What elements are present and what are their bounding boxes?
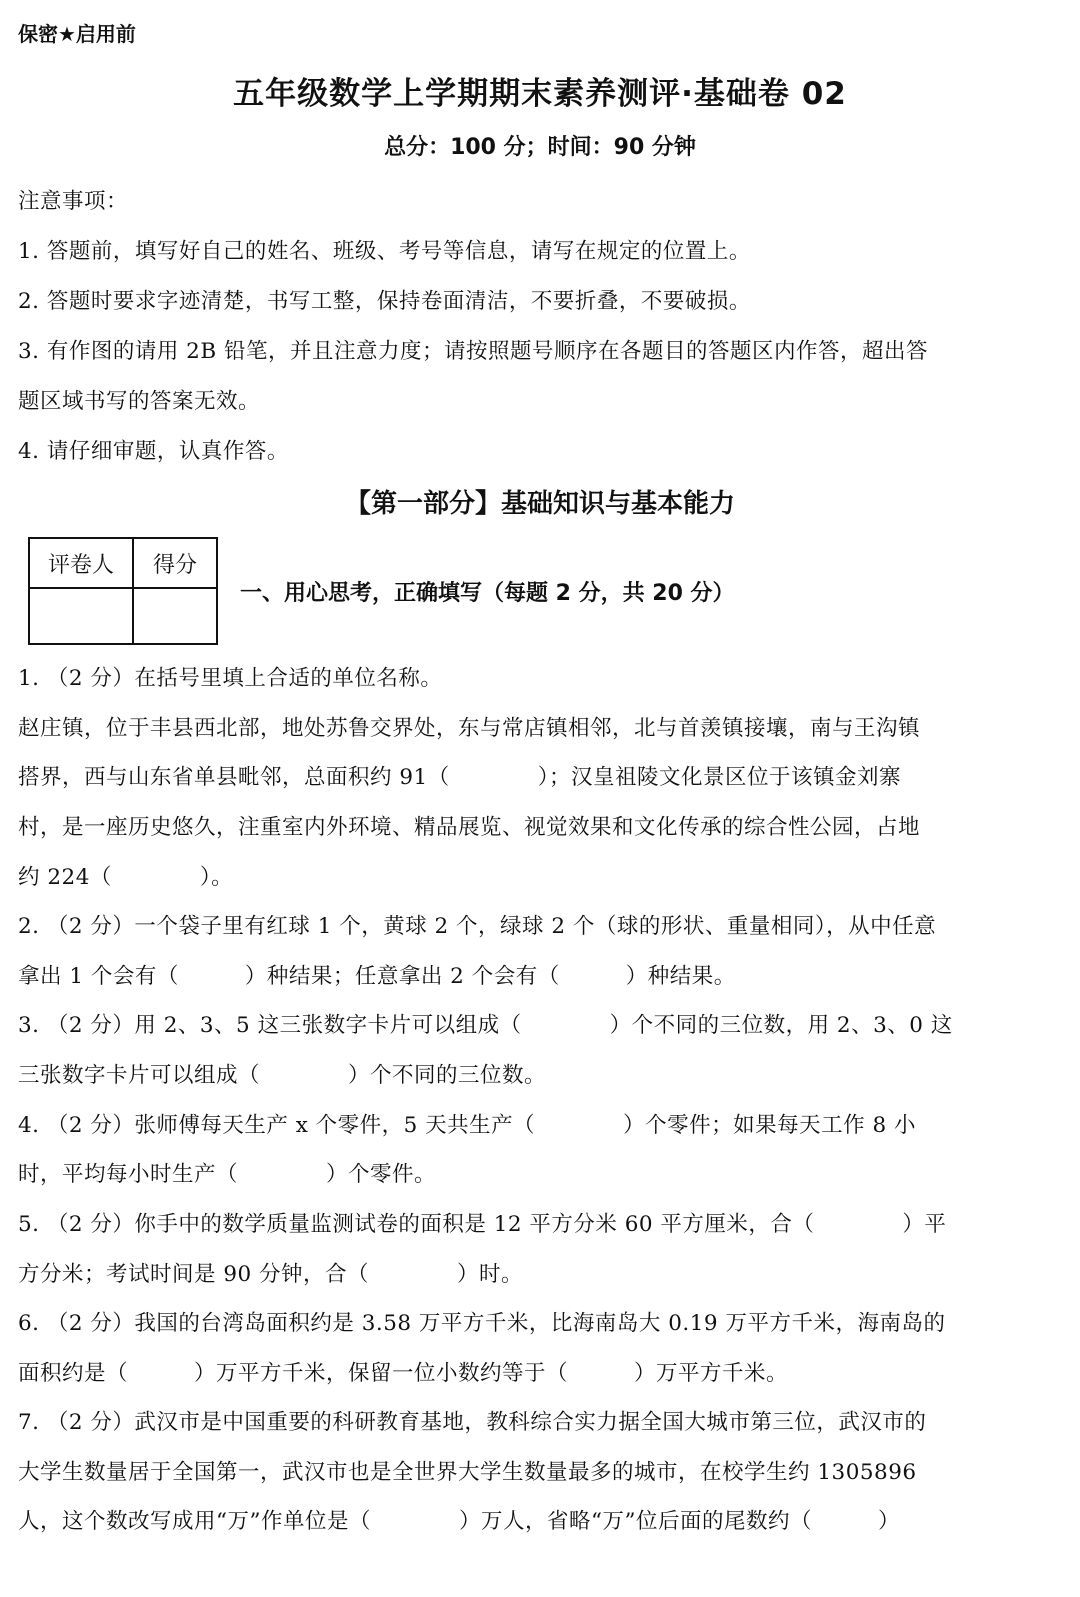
question-line: 村，是一座历史悠久，注重室内外环境、精品展览、视觉效果和文化传承的综合性公园，占地 bbox=[18, 815, 921, 840]
grader-cell[interactable] bbox=[29, 588, 133, 644]
question-line: 搭界，西与山东省单县毗邻，总面积约 91（ ）；汉皇祖陵文化景区位于该镇金刘寨 bbox=[18, 765, 901, 790]
exam-title: 五年级数学上学期期末素养测评·基础卷 02 bbox=[233, 76, 847, 112]
note-line: 2. 答题时要求字迹清楚，书写工整，保持卷面清洁，不要折叠，不要破损。 bbox=[18, 289, 751, 314]
question-line: 拿出 1 个会有（ ）种结果；任意拿出 2 个会有（ ）种结果。 bbox=[18, 964, 736, 989]
confidential-label: 保密★启用前 bbox=[18, 22, 136, 46]
question-group-heading: 一、用心思考，正确填写（每题 2 分，共 20 分） bbox=[240, 581, 735, 606]
question-line: 6. （2 分）我国的台湾岛面积约是 3.58 万平方千米，比海南岛大 0.19 万平方千米，海南岛的 bbox=[18, 1311, 946, 1336]
question-line: 约 224（ ）。 bbox=[18, 865, 234, 890]
question-line: 7. （2 分）武汉市是中国重要的科研教育基地，教科综合实力据全国大城市第三位，武汉市的 bbox=[18, 1410, 927, 1435]
question-line: 面积约是（ ）万平方千米，保留一位小数约等于（ ）万平方千米。 bbox=[18, 1361, 789, 1386]
question-line: 1. （2 分）在括号里填上合适的单位名称。 bbox=[18, 666, 443, 691]
question-line: 时，平均每小时生产（ ）个零件。 bbox=[18, 1162, 437, 1187]
score-label: 得分 bbox=[133, 538, 217, 588]
note-line: 4. 请仔细审题，认真作答。 bbox=[18, 439, 289, 464]
grader-label: 评卷人 bbox=[29, 538, 133, 588]
score-table bbox=[28, 537, 218, 645]
section-title: 【第一部分】基础知识与基本能力 bbox=[344, 489, 735, 519]
question-line: 方分米；考试时间是 90 分钟，合（ ）时。 bbox=[18, 1262, 524, 1287]
question-line: 2. （2 分）一个袋子里有红球 1 个，黄球 2 个，绿球 2 个（球的形状、重量相同），从中任意 bbox=[18, 914, 937, 939]
note-line: 1. 答题前，填写好自己的姓名、班级、考号等信息，请写在规定的位置上。 bbox=[18, 239, 751, 264]
notes-heading: 注意事项： bbox=[18, 189, 129, 214]
score-cell[interactable] bbox=[133, 588, 217, 644]
exam-subtitle: 总分：100 分；时间：90 分钟 bbox=[384, 135, 696, 160]
question-line: 大学生数量居于全国第一，武汉市也是全世界大学生数量最多的城市，在校学生约 1305896 bbox=[18, 1460, 917, 1485]
question-line: 赵庄镇，位于丰县西北部，地处苏鲁交界处，东与常店镇相邻，北与首羡镇接壤，南与王沟镇 bbox=[18, 716, 921, 741]
question-line: 人，这个数改写成用“万”作单位是（ ）万人，省略“万”位后面的尾数约（ ） bbox=[18, 1509, 900, 1534]
note-line: 题区域书写的答案无效。 bbox=[18, 389, 261, 414]
question-line: 4. （2 分）张师傅每天生产 x 个零件，5 天共生产（ ）个零件；如果每天工作 8 小 bbox=[18, 1113, 917, 1138]
question-line: 3. （2 分）用 2、3、5 这三张数字卡片可以组成（ ）个不同的三位数，用 2、3、0 这 bbox=[18, 1013, 953, 1038]
question-line: 三张数字卡片可以组成（ ）个不同的三位数。 bbox=[18, 1063, 547, 1088]
question-line: 5. （2 分）你手中的数学质量监测试卷的面积是 12 平方分米 60 平方厘米，合（ ）平 bbox=[18, 1212, 947, 1237]
note-line: 3. 有作图的请用 2B 铅笔，并且注意力度；请按照题号顺序在各题目的答题区内作答，超出答 bbox=[18, 339, 928, 364]
